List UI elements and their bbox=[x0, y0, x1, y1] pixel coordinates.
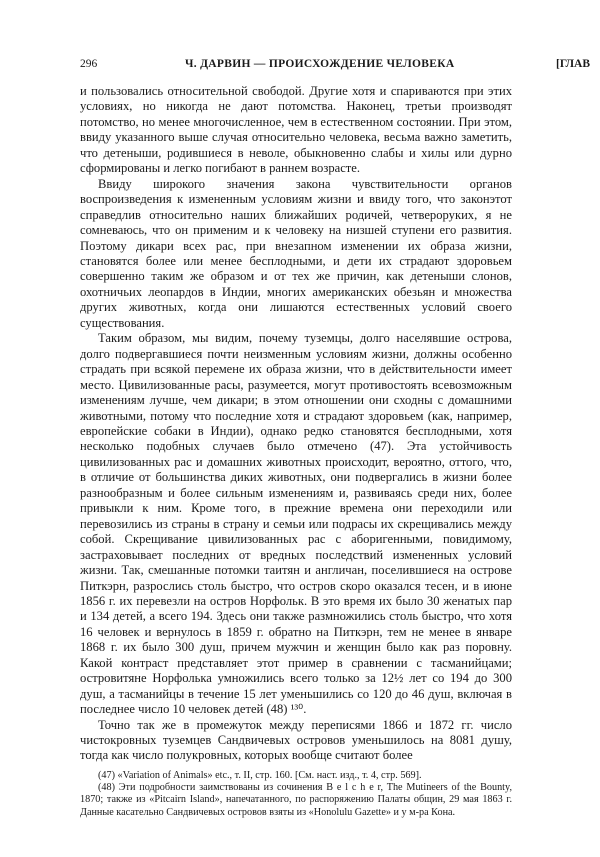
running-header bbox=[80, 58, 590, 78]
main-text bbox=[80, 84, 512, 764]
paragraph: Таким образом, мы видим, почему туземцы, долго населявшие острова, долго подвергавшиеся почти неизменным условиям жизни, должны особенно страдать при всякой перемене их образа жизни, что в действительности имеет место. Цивилизованные расы, разумеется, могут противостоять всевозможным изменениям лучше, чем дикари; в этом отношении они сходны с домашними животными, потому что последние хотя и страдают здоровьем (как, например, европейские собаки в Индии), однако редко становятся бесплодными, хотя несколько подобных случаев было отмечено (47). Эта устойчивость цивилизованных рас и домашних животных происходит, вероятно, оттого, что, в отличие от большинства диких животных, они подвергались в жизни более разнообразным и более сильным изменениям и, развиваясь среди них, более привыкли к ним. Кроме того, в прежние времена они переходили или перевозились из страны в страну и семьи или подрасы их скрещивались между собой. Скрещивание цивилизованных рас с аборигенными, повидимому, застраховывает последних от вредных последствий измененных условий жизни. Так, смешанные потомки таитян и англичан, поселившиеся на острове Питкэрн, разрослись столь быстро, что остров скоро оказался тесен, и в июне 1856 г. их перевезли на остров Норфольк. В это время их было 30 женатых пар и 134 детей, а всего 194. Здесь они также размножились столь быстро, что хотя 16 человек и вернулось в 1859 г. обратно на Питкэрн, тем не менее в январе 1868 г. их было 300 душ, причем мужчин и женщин было как раз поровну. Какой контраст представляет этот пример в сравнении с тасманийцами; островитяне Норфолька умножились всего только за 12½ лет со 194 до 300 душ, а тасманийцы в течение 15 лет уменьшились со 120 до 46 душ, включая в последнее число 10 человек детей (48) ¹³⁰. bbox=[80, 331, 512, 717]
chapter-marker: [ГЛАВ bbox=[556, 58, 590, 70]
running-title: Ч. ДАРВИН — ПРОИСХОЖДЕНИЕ ЧЕЛОВЕКА bbox=[185, 58, 455, 70]
footnote-48: (48) Эти подробности заимствованы из сочинения B e l c h e r, The Mutineers of the Bounty, 1870; также из «Pitcairn Island», напечатанного, по распоряжению Палаты общин, 29 мая 1863 г. Данные касательно Сандвичевых островов взяты из «Honolulu Gazette» и у м-ра Кона. bbox=[80, 782, 512, 818]
paragraph: Ввиду широкого значения закона чувствительности органов воспроизведения к измененным условиям жизни и ввиду того, что законэтот справедлив относительно наших ближайших родичей, четвероруких, я не сомневаюсь, что он применим и к человеку на низшей ступени его развития. Поэтому дикари всех рас, при внезапном изменении их образа жизни, становятся более или менее бесплодными, и дети их страдают здоровьем совершенно таким же образом и от тех же причин, как детеныши слонов, охотничьих леопардов в Индии, многих американских обезьян и множества других животных, когда они лишаются естественных условий своего существования. bbox=[80, 176, 512, 330]
paragraph: Точно так же в промежуток между переписями 1866 и 1872 гг. число чистокровных туземцев Сандвичевых островов уменьшилось на 8081 душу, тогда как число полукровных, которых вообще считают более bbox=[80, 717, 512, 763]
page-number: 296 bbox=[80, 58, 98, 70]
footnotes bbox=[80, 770, 512, 819]
footnote-47: (47) «Variation of Animals» etc., т. II, стр. 160. [См. наст. изд., т. 4, стр. 569]. bbox=[98, 770, 422, 781]
paragraph: и пользовались относительной свободой. Другие хотя и спариваются при этих условиях, но никогда не дают потомства. Наконец, третьи производят потомство, но менее многочисленное, чем в естественном состоянии. При этом, ввиду указанного выше случая относительно человека, весьма важно заметить, что детеныши, родившиеся в неволе, обыкновенно слабы и хилы или дурно сформированы и легко погибают в раннем возрасте. bbox=[80, 84, 512, 176]
